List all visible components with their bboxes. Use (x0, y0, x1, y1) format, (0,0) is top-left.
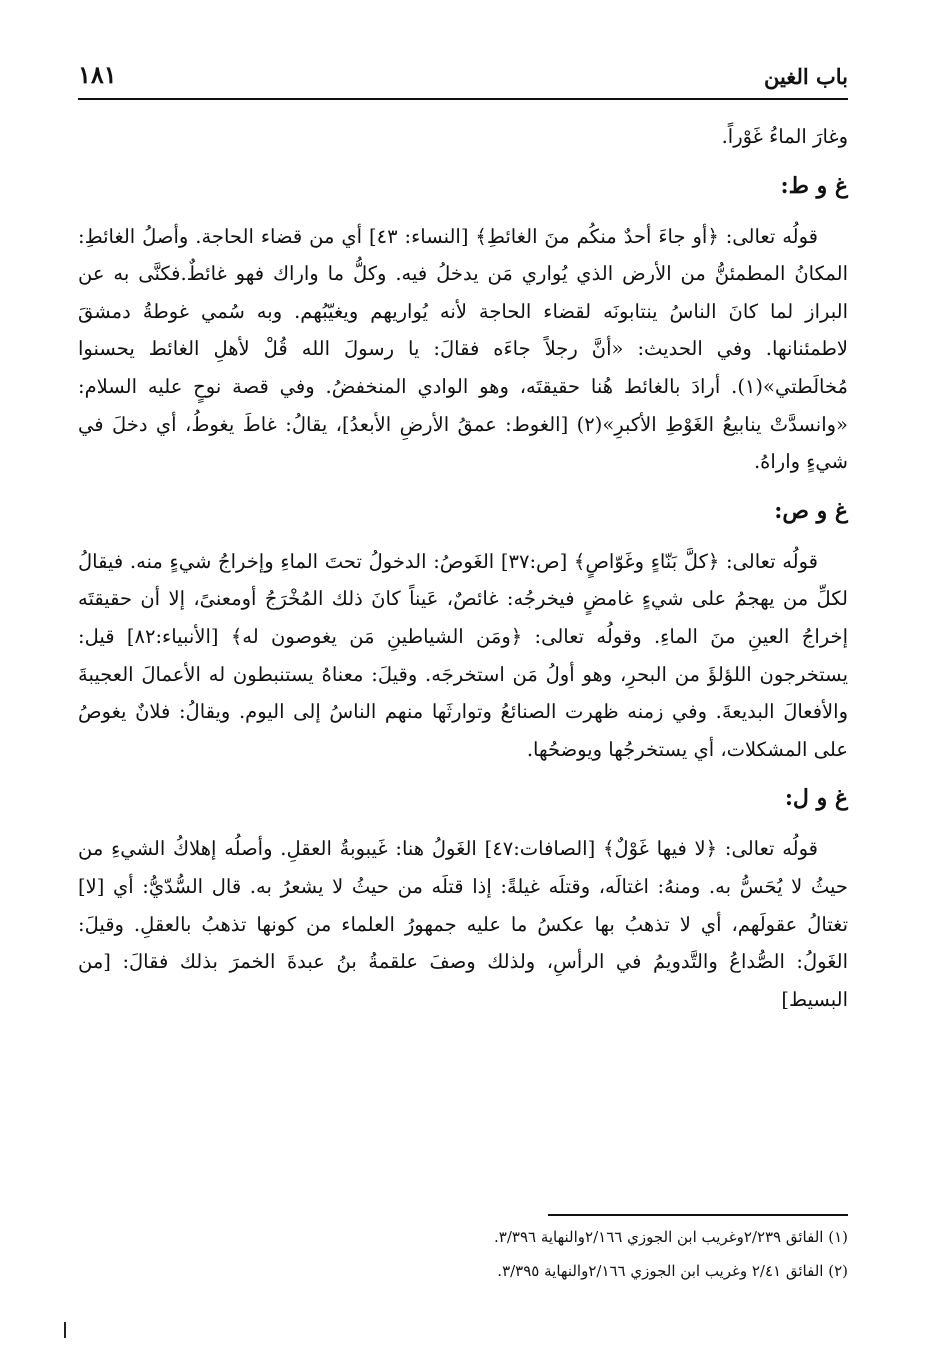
chapter-title: باب الغين (763, 64, 848, 89)
page-header (78, 58, 848, 100)
entry-heading-ghwt: غ و ط: (780, 172, 848, 199)
entry-paragraph-ghwt: قولُه تعالى: ﴿أو جاءَ أحدٌ منكُم منَ الغائطِ﴾ [النساء: ٤٣] أي من قضاء الحاجة. وأصلُ الغائطِ: المكانُ المطمئنُّ من الأرض الذي يُواري مَن يدخلُ فيه. وكلُّ ما واراك فهو غائطٌ.فكنَّى به عن البراز لما كانَ الناسُ ينتابونَه لقضاء الحاجة لأنه يُواريهم ويغيّبُهم. وبه سُمي غوطةُ دمشقَ لاطمئنانها. وفي الحديث: «أنَّ رجلاً جاءَه فقالَ: يا رسولَ الله قُلْ لأهلِ الغائط يحسنوا مُخالَطتي»(١). أرادَ بالغائط هُنا حقيقتَه، وهو الوادي المنخفضُ. وفي قصة نوحٍ عليه السلام: «وانسدَّتْ ينابيعُ الغَوْطِ الأكبرِ»(٢) [الغوط: عمقُ الأرضِ الأبعدُ]، يقالُ: غاطَ يغوطُ، أي دخلَ في شيءٍ واراهُ. (78, 224, 848, 474)
footnote-divider (548, 1214, 848, 1216)
margin-mark (64, 1322, 66, 1338)
entry-paragraph-ghws: قولُه تعالى: ﴿كلَّ بَنّاءٍ وغَوّاصٍ﴾ [ص:٣٧] الغَوصُ: الدخولُ تحتَ الماءِ وإخراجُ شيءٍ منه. فيقالُ لكلِّ من يهجمُ على شيءٍ غامضٍ فيخرجُه: غائصٌ، عَيناً كانَ ذلك المُخْرَجُ أومعنىً، إلا أن حقيقتَه إخراجُ العينِ منَ الماءِ. وقولُه تعالى: ﴿ومَن الشياطينِ مَن يغوصون له﴾ [الأنبياء:٨٢] قيل: يستخرجون اللؤلؤَ من البحرِ، وهو أولُ مَن استخرجَه. وقيلَ: معناهُ يستنبطون له الأعمالَ العجيبةَ والأفعالَ البديعةَ. وفي زمنه ظهرت الصنائعُ وتوارثَها منهم الناسُ إلى اليوم. ويقالُ: فلانٌ يغوصُ على المشكلات، أي يستخرجُها ويوضحُها. (78, 549, 848, 761)
page-number: ١٨١ (78, 60, 117, 89)
footnotes (78, 1214, 848, 1288)
main-text (78, 118, 848, 1024)
entry-heading-ghwl: غ و ل: (784, 785, 848, 812)
entry-paragraph-ghwl: قولُه تعالى: ﴿لا فيها غَوْلٌ﴾ [الصافات:٤٧] الغَولُ هنا: غَيبوبةُ العقلِ. وأصلُه إهلاكُ الشيءِ من حيثُ لا يُحَسُّ به. ومنهُ: اغتالَه، وقتلَه غيلةً: إذا قتلَه من حيثُ لا يشعرُ به. قال السُّدّيُّ: أي [لا] تغتالُ عقولَهم، أي لا تذهبُ بها عكسُ ما عليه جمهورُ العلماء من كونها تذهبُ بالعقلِ. وقيلَ: الغَولُ: الصُّداعُ والتَّدويمُ في الرأسِ، ولذلك وصفَ علقمةُ بنُ عبدةَ الخمرَ بذلك فقالَ: [من البسيط] (78, 837, 848, 1011)
footnote-2: (٢) الفائق ٢/٤١ وغريب ابن الجوزي ٢/١٦٦والنهاية ٣/٣٩٥. (497, 1262, 848, 1280)
footnote-1: (١) الفائق ٢/٢٣٩وغريب ابن الجوزي ٢/١٦٦والنهاية ٣/٣٩٦. (494, 1228, 848, 1246)
intro-line: وغارَ الماءُ غَوْراً. (721, 125, 848, 148)
entry-heading-ghws: غ و ص: (774, 497, 848, 524)
